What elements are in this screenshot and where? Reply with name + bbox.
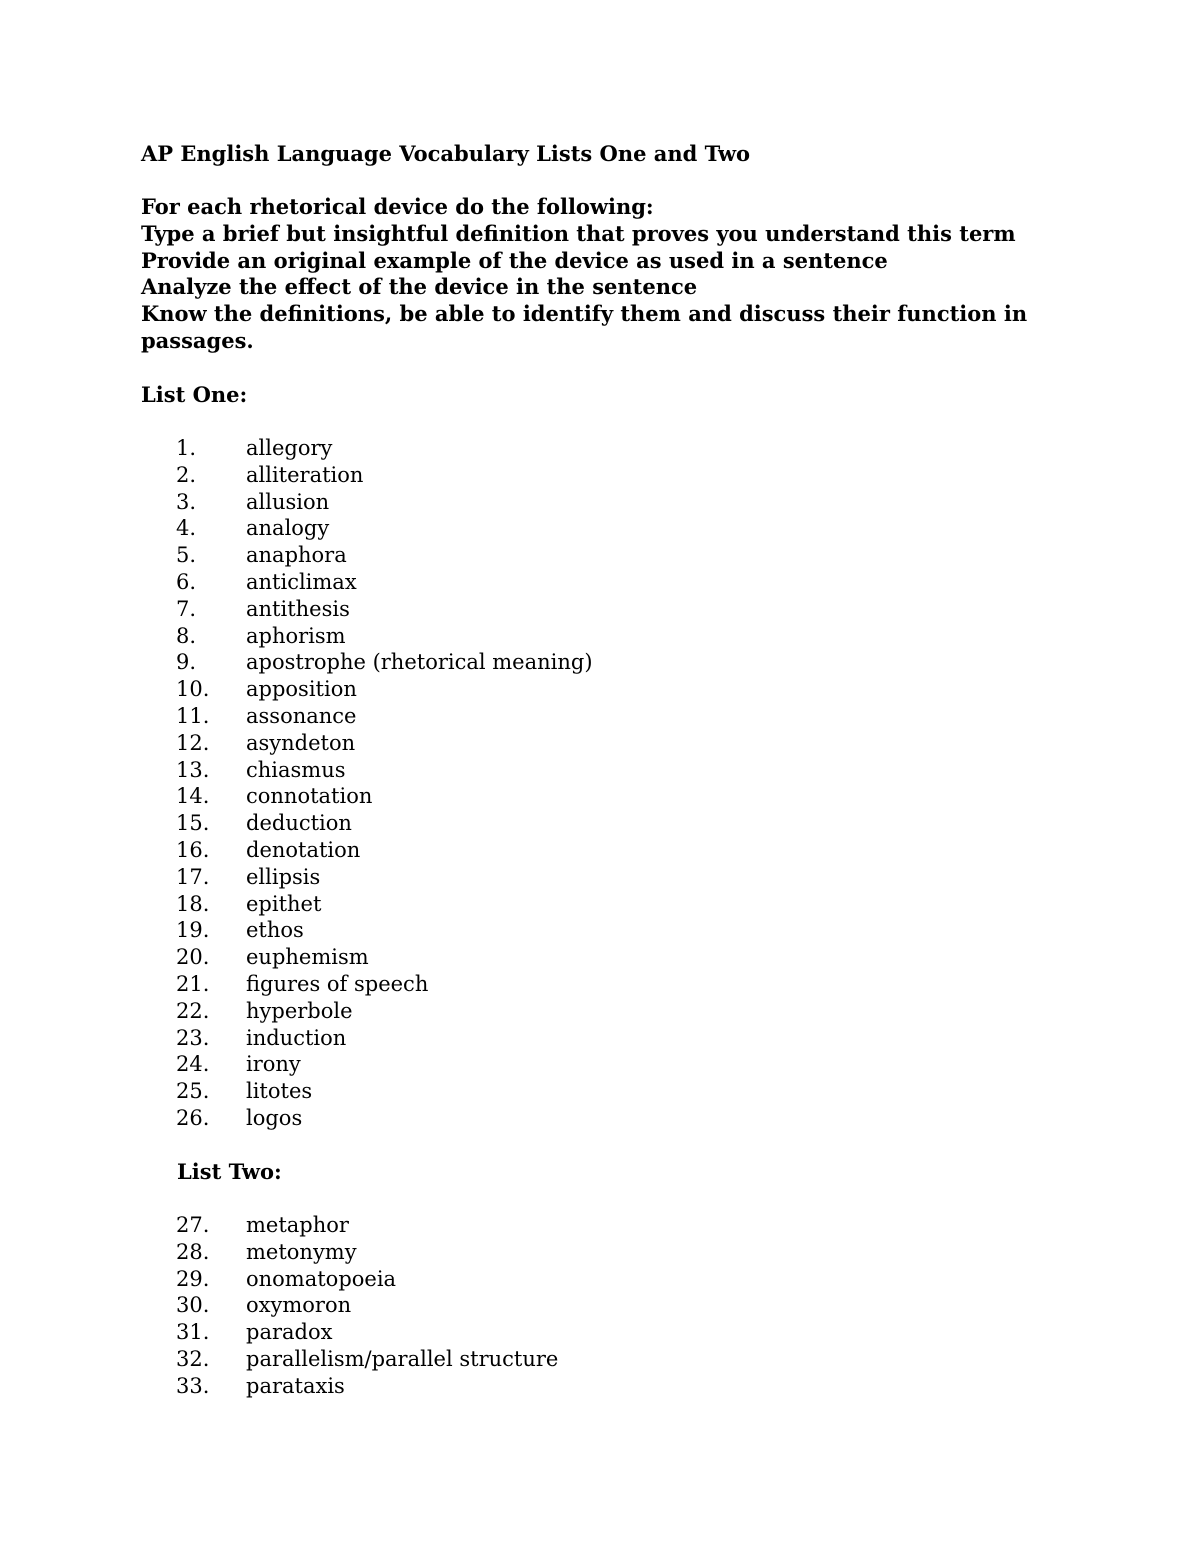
list-item	[176, 1239, 558, 1266]
list-item	[176, 891, 593, 918]
item-term: logos	[246, 1105, 303, 1130]
list-item	[176, 489, 593, 516]
item-number: 23.	[176, 1025, 210, 1050]
item-number: 8.	[176, 623, 197, 648]
item-number: 11.	[176, 703, 210, 728]
item-number: 22.	[176, 998, 210, 1023]
item-number: 2.	[176, 462, 197, 487]
list-item	[176, 1105, 593, 1132]
item-term: metaphor	[246, 1213, 349, 1237]
item-number: 12.	[176, 730, 210, 755]
list-item	[176, 462, 593, 489]
item-term: denotation	[246, 837, 361, 862]
item-term: hyperbole	[246, 998, 353, 1023]
item-term: litotes	[246, 1079, 313, 1104]
item-term: euphemism	[246, 945, 369, 970]
item-number: 28.	[176, 1239, 210, 1264]
item-number: 19.	[176, 918, 210, 943]
instruction-line: Analyze the effect of the device in the sentence	[141, 274, 698, 300]
item-number: 9.	[176, 650, 197, 675]
item-number: 26.	[176, 1105, 210, 1130]
item-term: parataxis	[246, 1373, 345, 1398]
item-term: paradox	[246, 1320, 333, 1345]
item-term: figures of speech	[246, 971, 429, 996]
list-item	[176, 515, 593, 542]
list-item	[176, 569, 593, 596]
list-item	[176, 435, 593, 462]
item-number: 20.	[176, 945, 210, 970]
item-term: ethos	[246, 918, 304, 943]
item-term: induction	[246, 1025, 347, 1050]
item-number: 32.	[176, 1346, 210, 1371]
item-number: 4.	[176, 516, 197, 541]
list-item	[176, 917, 593, 944]
item-term: epithet	[246, 891, 322, 916]
item-term: metonymy	[246, 1239, 357, 1264]
list-item	[176, 864, 593, 891]
instruction-line: Type a brief but insightful definition that proves you understand this term	[141, 220, 1016, 246]
item-term: anaphora	[246, 543, 347, 568]
item-term: allusion	[246, 489, 330, 514]
item-term: anticlimax	[246, 569, 357, 594]
list-item	[176, 730, 593, 757]
item-number: 3.	[176, 489, 197, 514]
item-number: 1.	[176, 436, 197, 460]
item-term: asyndeton	[246, 730, 356, 755]
list-item	[176, 783, 593, 810]
item-term: allegory	[246, 436, 333, 460]
list-item	[176, 1051, 593, 1078]
item-term: antithesis	[246, 596, 350, 621]
list-item	[176, 810, 593, 837]
item-term: assonance	[246, 703, 357, 728]
item-number: 13.	[176, 757, 210, 782]
item-term: parallelism/parallel structure	[246, 1346, 559, 1371]
list-item	[176, 703, 593, 730]
item-number: 29.	[176, 1266, 210, 1291]
list-item	[176, 676, 593, 703]
item-term: deduction	[246, 811, 352, 836]
item-number: 14.	[176, 784, 210, 809]
item-number: 21.	[176, 971, 210, 996]
list-item	[176, 1078, 593, 1105]
item-number: 5.	[176, 543, 197, 568]
list-item	[176, 542, 593, 569]
item-number: 6.	[176, 569, 197, 594]
item-term: irony	[246, 1052, 301, 1077]
list-item	[176, 1212, 558, 1239]
list-item	[176, 649, 593, 676]
item-term: apostrophe (rhetorical meaning)	[246, 650, 593, 675]
list-item	[176, 1319, 558, 1346]
list-item	[176, 998, 593, 1025]
item-term: oxymoron	[246, 1293, 352, 1318]
list-item	[176, 1373, 558, 1400]
list-item	[176, 1292, 558, 1319]
item-number: 17.	[176, 864, 210, 889]
list-item	[176, 1025, 593, 1052]
item-number: 7.	[176, 596, 197, 621]
document-title: AP English Language Vocabulary Lists One and Two	[141, 141, 751, 166]
list-item	[176, 1346, 558, 1373]
item-number: 16.	[176, 837, 210, 862]
list-two	[176, 1212, 558, 1400]
item-number: 31.	[176, 1320, 210, 1345]
item-term: analogy	[246, 516, 330, 541]
list-two-heading: List Two:	[177, 1159, 282, 1184]
item-term: ellipsis	[246, 864, 321, 889]
item-number: 15.	[176, 811, 210, 836]
item-term: alliteration	[246, 462, 364, 487]
list-item	[176, 837, 593, 864]
item-term: aphorism	[246, 623, 346, 648]
item-number: 18.	[176, 891, 210, 916]
item-term: apposition	[246, 677, 357, 702]
list-item	[176, 944, 593, 971]
item-number: 27.	[176, 1213, 210, 1237]
item-number: 10.	[176, 677, 210, 702]
item-term: onomatopoeia	[246, 1266, 397, 1291]
instruction-line: For each rhetorical device do the following:	[141, 194, 654, 219]
item-term: chiasmus	[246, 757, 346, 782]
list-item	[176, 1266, 558, 1293]
item-term: connotation	[246, 784, 373, 809]
item-number: 30.	[176, 1293, 210, 1318]
list-item	[176, 971, 593, 998]
list-item	[176, 623, 593, 650]
item-number: 33.	[176, 1373, 210, 1398]
item-number: 24.	[176, 1052, 210, 1077]
list-one-heading: List One:	[141, 382, 248, 407]
list-item	[176, 596, 593, 623]
instruction-line: Know the definitions, be able to identify them and discuss their function in passages.	[141, 301, 1028, 353]
list-one	[176, 435, 593, 1132]
item-number: 25.	[176, 1079, 210, 1104]
list-item	[176, 757, 593, 784]
instructions-block	[141, 194, 1061, 355]
instruction-line: Provide an original example of the device as used in a sentence	[141, 247, 888, 273]
